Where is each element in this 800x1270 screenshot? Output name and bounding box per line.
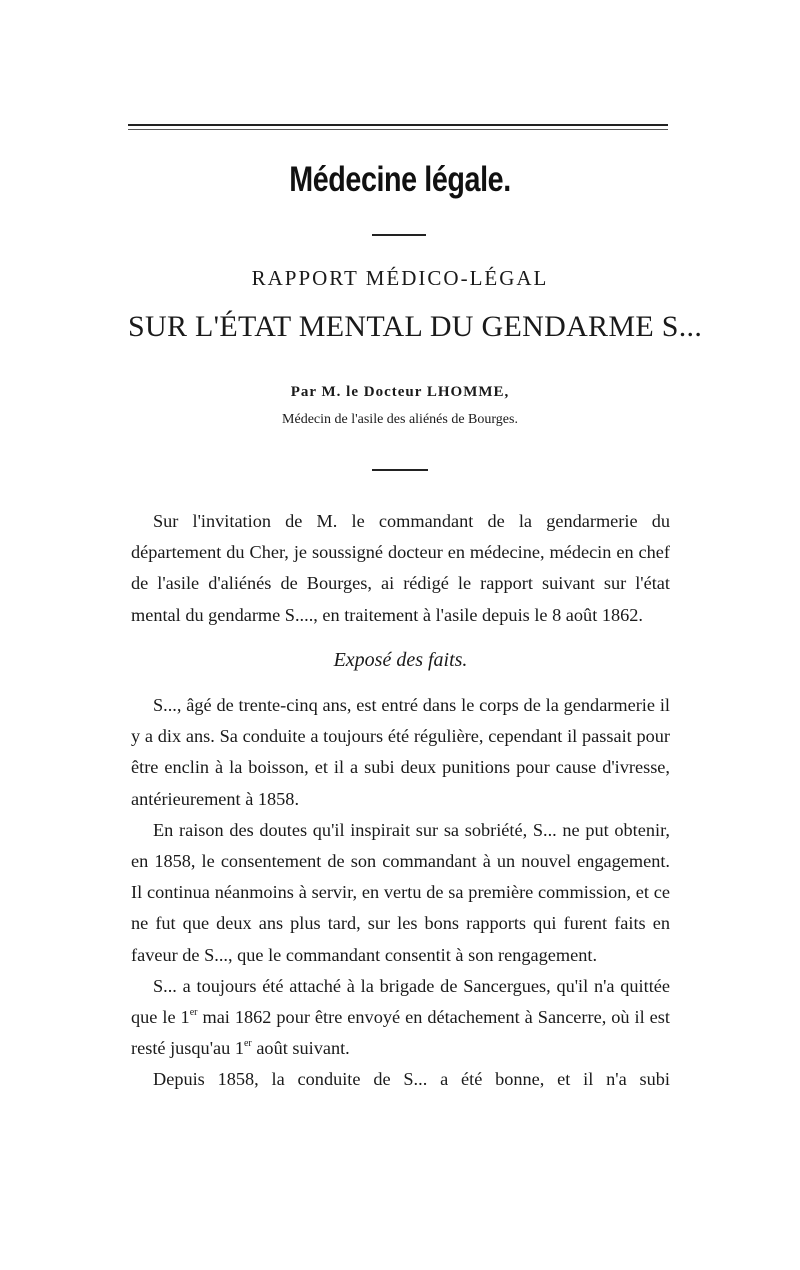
paragraph: S..., âgé de trente-cinq ans, est entré dans le corps de la gendarmerie il y a dix ans. Sa conduite a toujours été régulière, cependant il passait pour être enclin à la boisson, et il a subi deux punitions pour cause d'ivresse, antérieurement à 1858. <box>131 695 670 809</box>
top-double-rule-thin <box>128 129 668 130</box>
article-body <box>131 506 670 1096</box>
paragraph-text: S... a toujours été attaché à la brigade de Sancergues, qu'il n'a quittée que le 1 <box>131 975 670 1028</box>
paragraph <box>131 971 670 1065</box>
subheading: Exposé des faits. <box>333 648 468 671</box>
report-title-line2: SUR L'ÉTAT MENTAL DU GENDARME S... <box>128 310 703 343</box>
ordinal-superscript: er <box>189 1007 198 1019</box>
intro-paragraph: Sur l'invitation de M. le commandant de la gendarmerie du département du Cher, je soussigné docteur en médecine, médecin en chef de l'asile d'aliénés de Bourges, ai rédigé le rapport suivant sur l'état mental du gendarme S...., en traitement à l'asile depuis le 8 août 1862. <box>131 511 670 625</box>
report-title-line1: RAPPORT MÉDICO-LÉGAL <box>251 266 549 290</box>
paragraph-text: mai 1862 pour être envoyé en détachement à Sancerre, où il est resté jusqu'au 1 <box>131 1007 670 1059</box>
paragraph: En raison des doutes qu'il inspirait sur sa sobriété, S... ne put obtenir, en 1858, le consentement de son commandant à un nouvel engagement. Il continua néanmoins à servir, en vertu de sa première commission, et ce ne fut que deux ans plus tard, sur les bons rapports qui furent faits en faveur de S..., que le commandant consentit à son rengagement. <box>131 819 670 965</box>
paragraph-text: août suivant. <box>251 1038 350 1059</box>
ordinal-superscript: er <box>243 1038 252 1050</box>
divider-rule <box>372 234 426 236</box>
author-affiliation: Médecin de l'asile des aliénés de Bourges. <box>282 412 518 427</box>
section-title: Médecine légale. <box>289 160 511 199</box>
paragraph: Depuis 1858, la conduite de S... a été bonne, et il n'a subi <box>153 1069 670 1090</box>
top-double-rule <box>128 124 668 126</box>
divider-rule <box>372 469 428 471</box>
author-line: Par M. le Docteur LHOMME, <box>290 384 510 400</box>
